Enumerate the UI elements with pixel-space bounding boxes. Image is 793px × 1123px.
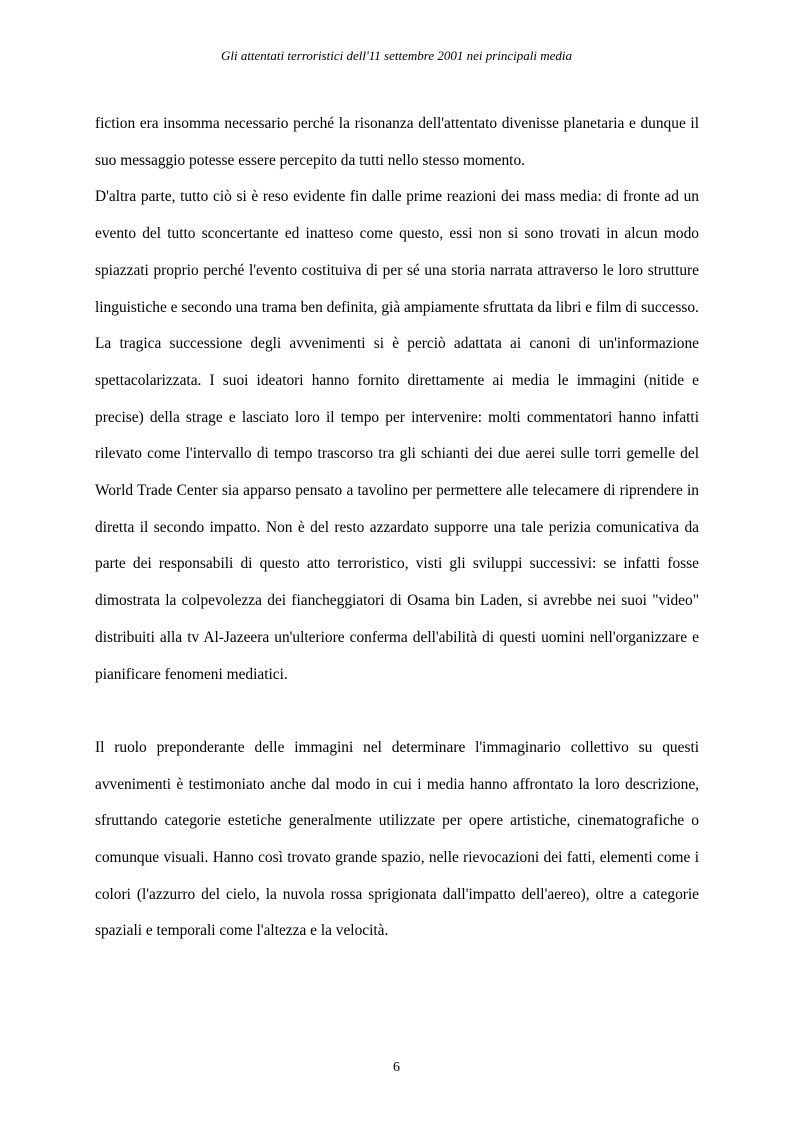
paragraph-tragic-succession: La tragica successione degli avvenimenti si è perciò adattata ai canoni di un'informazione spettacolarizzata. I suoi ideatori hanno fornito direttamente ai media le immagini (nitide e precise) della strage e lasciato loro il tempo per intervenire: molti commentatori hanno infatti rilevato come l'intervallo di tempo trascorso tra gli schianti dei due aerei sulle torri gemelle del World Trade Center sia apparso pensato a tavolino per permettere alle telecamere di riprendere in diretta il secondo impatto. Non è del resto azzardato supporre una tale perizia comunicativa da parte dei responsabili di questo atto terroristico, visti gli sviluppi successivi: se infatti fosse dimostrata la colpevolezza dei fiancheggiatori di Osama bin Laden, si avrebbe nei suoi "video" distribuiti alla tv Al-Jazeera un'ulteriore conferma dell'abilità di questi uomini nell'organizzare e pianificare fenomeni mediatici.	[95, 335, 699, 683]
paragraph-images-role: Il ruolo preponderante delle immagini nel determinare l'immaginario collettivo su questi avvenimenti è testimoniato anche dal modo in cui i media hanno affrontato la loro descrizione, sfruttando categorie estetiche generalmente utilizzate per opere artistiche, cinematografiche o comunque visuali. Hanno così trovato grande spazio, nelle rievocazioni dei fatti, elementi come i colori (l'azzurro del cielo, la nuvola rossa sprigionata dall'impatto dell'aereo), oltre a categorie spaziali e temporali come l'altezza e la velocità.	[95, 738, 699, 940]
body-text	[95, 106, 699, 950]
paragraph-fiction: fiction era insomma necessario perché la risonanza dell'attentato divenisse planetaria e dunque il suo messaggio potesse essere percepito da tutti nello stesso momento.	[95, 115, 699, 169]
page-number: 6	[393, 1060, 400, 1075]
paragraph-mass-media: D'altra parte, tutto ciò si è reso evidente fin dalle prime reazioni dei mass media: di fronte ad un evento del tutto sconcertante ed inatteso come questo, essi non si sono trovati in alcun modo spiazzati proprio perché l'evento costituiva di per sé una storia narrata attraverso le loro strutture linguistiche e secondo una trama ben definita, già ampiamente sfruttata da libri e film di successo.	[95, 188, 699, 316]
running-header: Gli attentati terroristici dell'11 settembre 2001 nei principali media	[220, 48, 573, 63]
